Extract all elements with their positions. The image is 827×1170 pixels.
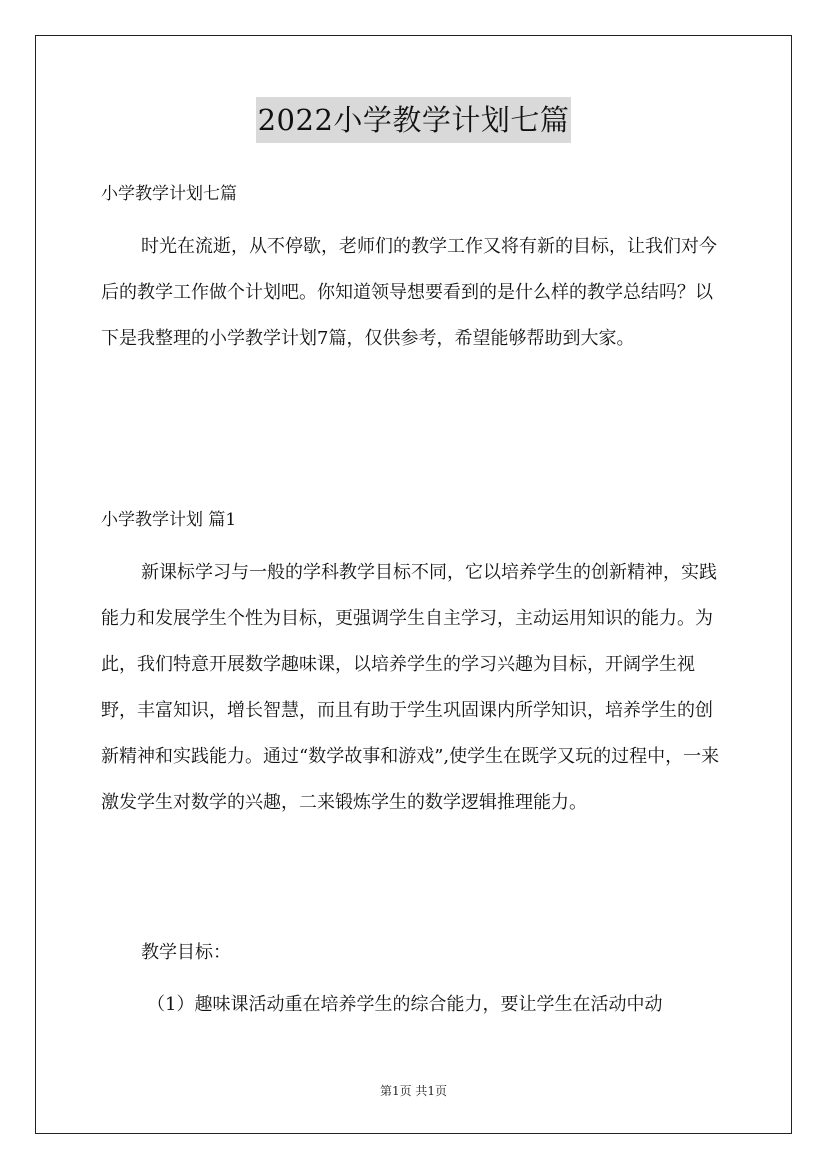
section1-block [101, 550, 727, 826]
page-footer: 第1页 共1页 [379, 1084, 448, 1098]
section1-heading: 小学教学计划 篇1 [101, 510, 237, 530]
document-title: 2022小学教学计划七篇 [256, 97, 572, 143]
goal1-block [101, 982, 727, 1028]
section1-paragraph: 新课标学习与一般的学科教学目标不同，它以培养学生的创新精神，实践能力和发展学生个性为目标，更强调学生自主学习，主动运用知识的能力。为此，我们特意开展数学趣味课，以培养学生的学习兴趣为目标，开阔学生视野，丰富知识，增长智慧，而且有助于学生巩固课内所学知识，培养学生的创新精神和实践能力。通过“数学故事和游戏”,使学生在既学又玩的过程中，一来激发学生对数学的兴趣，二来锻炼学生的数学逻辑推理能力。 [101, 562, 720, 813]
goal1-paragraph: （1）趣味课活动重在培养学生的综合能力，要让学生在活动中动 [147, 994, 663, 1015]
document-subtitle: 小学教学计划七篇 [101, 184, 237, 204]
title-container [0, 97, 827, 143]
goals-block [101, 930, 727, 976]
goals-label: 教学目标： [141, 942, 231, 963]
intro-block [101, 224, 727, 362]
intro-paragraph: 时光在流逝，从不停歇，老师们的教学工作又将有新的目标，让我们对今后的教学工作做个计划吧。你知道领导想要看到的是什么样的教学总结吗？以下是我整理的小学教学计划7篇，仅供参考，希望能够帮助到大家。 [101, 236, 717, 349]
